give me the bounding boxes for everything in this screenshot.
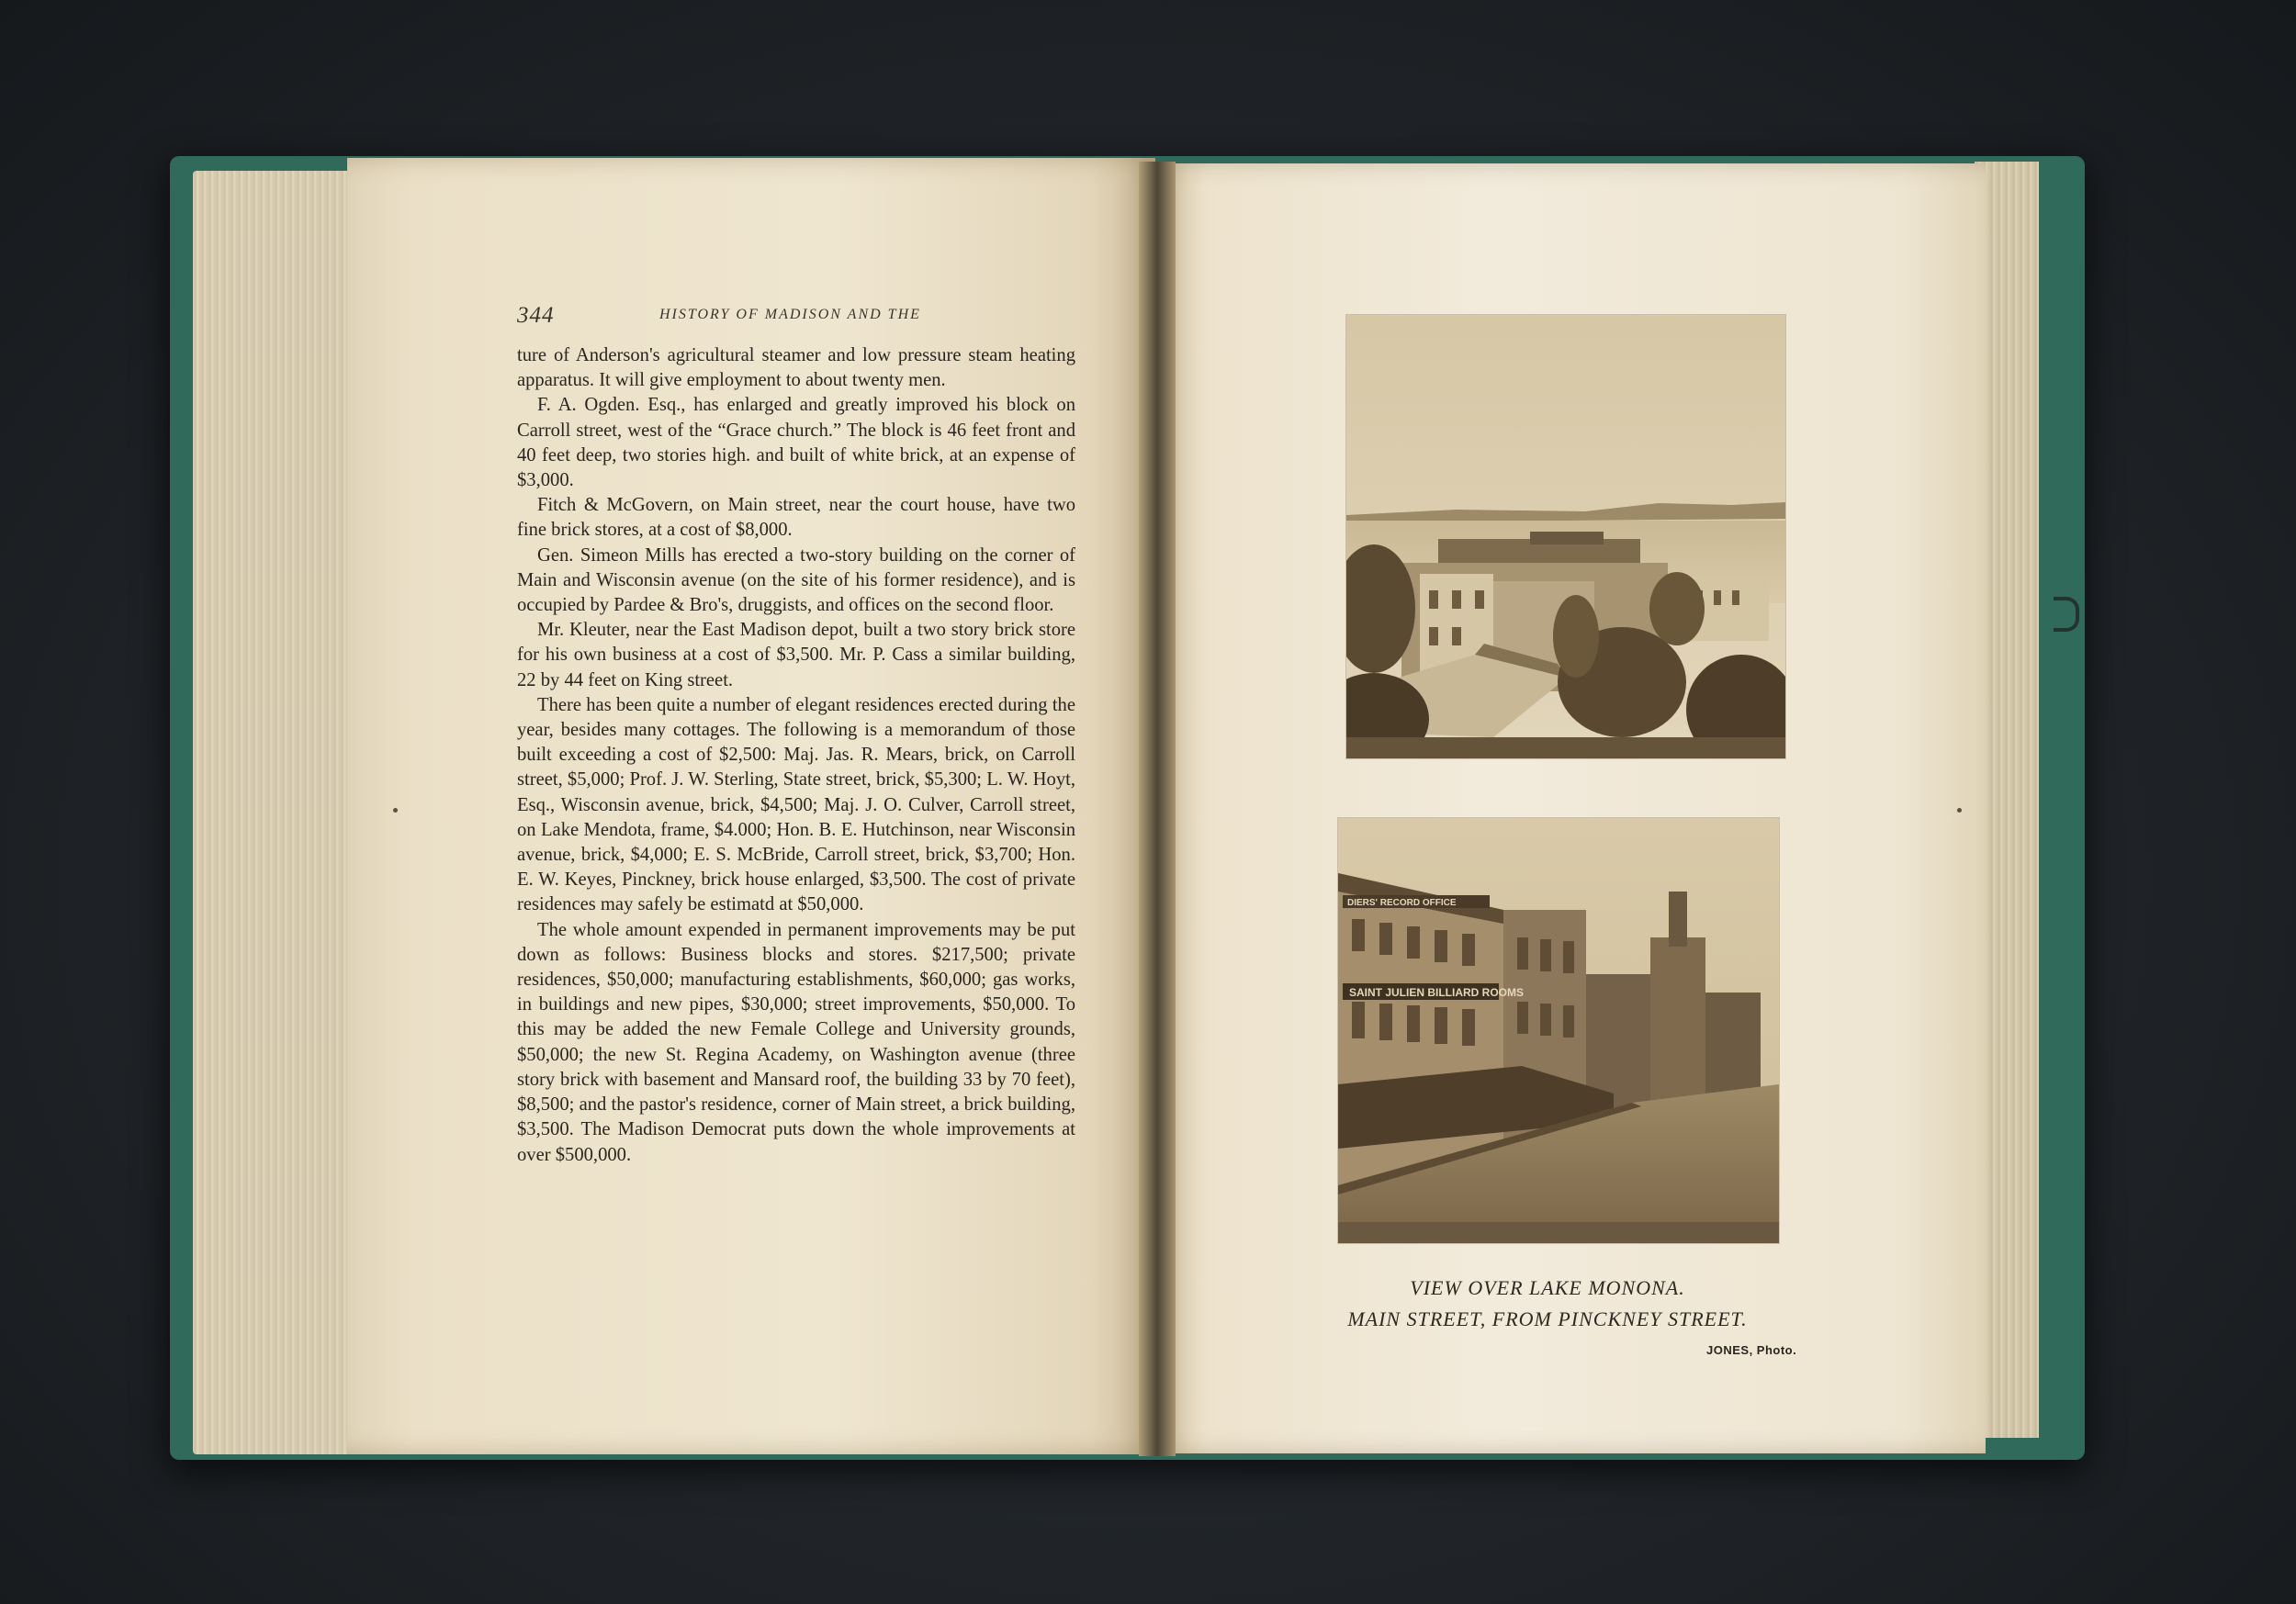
bookmark-ribbon: [2054, 597, 2079, 632]
body-text: [517, 343, 1075, 1168]
caption-lake-monona: VIEW OVER LAKE MONONA.: [1410, 1276, 1685, 1299]
paragraph: The whole amount expended in permanent improvements may be put down as follows: Business blocks and stores. $217,500; private residences, $50,000; manufacturing establishments, $60,000; gas works, in buildings and new pipes, $30,000; street improvements, $50,000. To this may be added the new Female College and University grounds, $50,000; the new St. Regina Academy, on Washington avenue (three story brick with basement and Mansard roof, the building 33 by 70 feet), $8,500; and the pastor's residence, corner of Main street, a brick building, $3,500. The Madison Democrat puts down the whole improvements at over $500,000.: [517, 919, 1075, 1165]
caption-main-street: MAIN STREET, FROM PINCKNEY STREET.: [1347, 1307, 1748, 1330]
paragraph: Fitch & McGovern, on Main street, near the court house, have two fine brick stores, at a cost of $8,000.: [517, 495, 1075, 541]
paragraph: There has been quite a number of elegant residences erected during the year, besides many cottages. The following is a memorandum of those built exceeding a cost of $2,500: Maj. Jas. R. Mears, brick, on Carroll street, $5,000; Prof. J. W. Sterling, State street, brick, $5,300; L. W. Hoyt, Esq., Wisconsin avenue, brick, $4,500; Maj. J. O. Culver, Carroll street, on Lake Mendota, frame, $4.000; Hon. B. E. Hutchinson, near Wisconsin avenue, brick, $4,000; E. S. McBride, Carroll street, brick, $3,700; Hon. E. W. Keyes, Pinckney, brick house enlarged, $3,500. The cost of private residences may safely be estimatd at $50,000.: [517, 694, 1075, 915]
paragraph: ture of Anderson's agricultural steamer and low pressure steam heating apparatus. It will give employment to about twenty men.: [517, 345, 1075, 391]
page-header: [517, 303, 1077, 334]
paragraph: Mr. Kleuter, near the East Madison depot, built a two story brick store for his own business at a cost of $3,500. Mr. P. Cass a similar building, 22 by 44 feet on King street.: [517, 620, 1075, 690]
paragraph: F. A. Ogden. Esq., has enlarged and greatly improved his block on Carroll street, west of the “Grace church.” The block is 46 feet front and 40 feet deep, two stories high. and built of white brick, at an expense of $3,000.: [517, 395, 1075, 491]
margin-dot: [1957, 808, 1962, 813]
page-number: 344: [517, 303, 555, 328]
photo-main-street: [1338, 818, 1779, 1243]
sign-record-office: DIERS' RECORD OFFICE: [1347, 898, 1457, 908]
photo-credit: JONES, Photo.: [1706, 1343, 1797, 1357]
photo-lake-monona: [1346, 315, 1785, 758]
margin-dot: [393, 808, 398, 813]
sign-billiard-rooms: SAINT JULIEN BILLIARD ROOMS: [1349, 986, 1525, 999]
book-gutter: [1139, 162, 1176, 1456]
running-head: HISTORY OF MADISON AND THE: [659, 307, 921, 322]
paragraph: Gen. Simeon Mills has erected a two-story building on the corner of Main and Wisconsin avenue (on the site of his former residence), and is occupied by Pardee & Bro's, druggists, and offices on the second floor.: [517, 544, 1075, 616]
